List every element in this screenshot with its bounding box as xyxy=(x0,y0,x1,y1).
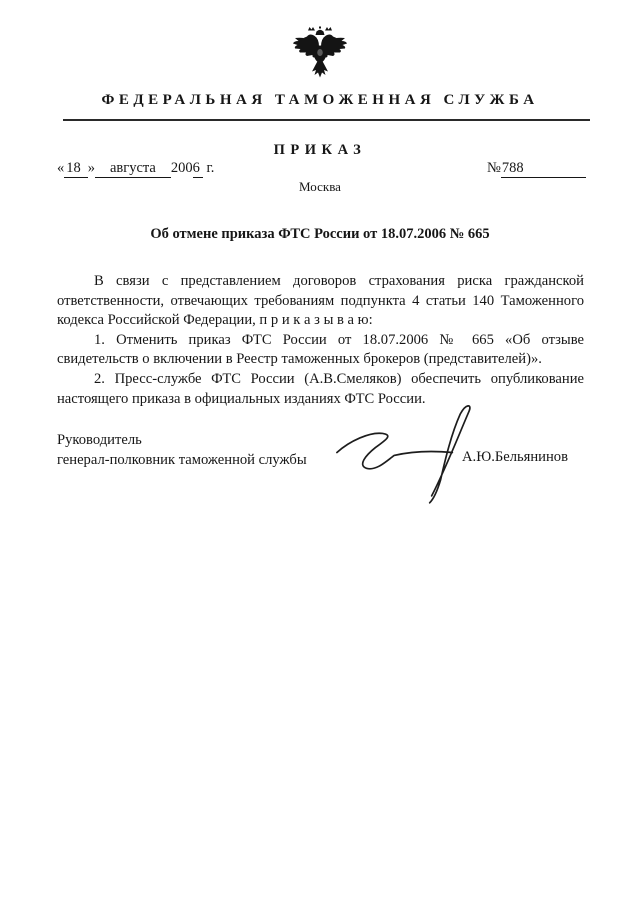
signatory-position-line2: генерал-полковник таможенной службы xyxy=(57,452,307,468)
date-year-last-digit: 6 xyxy=(193,160,203,178)
emblem-row xyxy=(0,26,640,87)
order-subject: Об отмене приказа ФТС России от 18.07.2006 № 665 xyxy=(150,226,490,242)
signatory-position xyxy=(57,430,307,470)
paragraph-line: настоящего приказа в официальных изданиях ФТС России. xyxy=(57,390,426,407)
paragraph-line: В связи с представлением договоров страхования риска гражданской xyxy=(94,273,584,289)
paragraph-line: ответственности, отвечающих требованиям подпункта 4 статьи 140 Таможенного xyxy=(57,292,584,309)
date-open-quote: « xyxy=(57,160,65,176)
number-value: 788 xyxy=(501,160,586,178)
city-label: Москва xyxy=(299,179,341,194)
paragraph xyxy=(57,331,584,370)
order-date xyxy=(57,160,214,177)
signatory-position-line1: Руководитель xyxy=(57,432,142,448)
date-era: г. xyxy=(206,160,215,176)
number-sign: № xyxy=(487,160,501,176)
paragraph-line: кодекса Российской Федерации, п р и к а з ы в а ю: xyxy=(57,312,373,329)
paragraph-line: 2. Пресс-службе ФТС России (А.В.Смеляков) обеспечить опубликование xyxy=(94,370,584,387)
date-day: 18 xyxy=(64,160,88,178)
order-number xyxy=(487,160,586,177)
paragraph-line: свидетельств о включении в Реестр таможенных брокеров (представителей)». xyxy=(57,351,542,368)
handwritten-signature-icon xyxy=(331,401,479,505)
paragraph xyxy=(57,370,584,409)
header-divider-line xyxy=(63,119,590,121)
date-close-quote: » xyxy=(87,160,95,176)
order-body xyxy=(57,272,584,409)
signatory-name: А.Ю.Бельянинов xyxy=(462,449,568,465)
russian-coat-of-arms-icon xyxy=(290,26,350,82)
date-year-prefix: 200 xyxy=(170,160,193,176)
agency-name: ФЕДЕРАЛЬНАЯ ТАМОЖЕННАЯ СЛУЖБА xyxy=(101,92,539,108)
date-month: августа xyxy=(95,160,171,178)
paragraph-line: 1. Отменить приказ ФТС России от 18.07.2006 № 665 «Об отзыве xyxy=(94,331,584,348)
doc-type-title: ПРИКАЗ xyxy=(273,142,367,158)
paragraph xyxy=(57,272,584,331)
